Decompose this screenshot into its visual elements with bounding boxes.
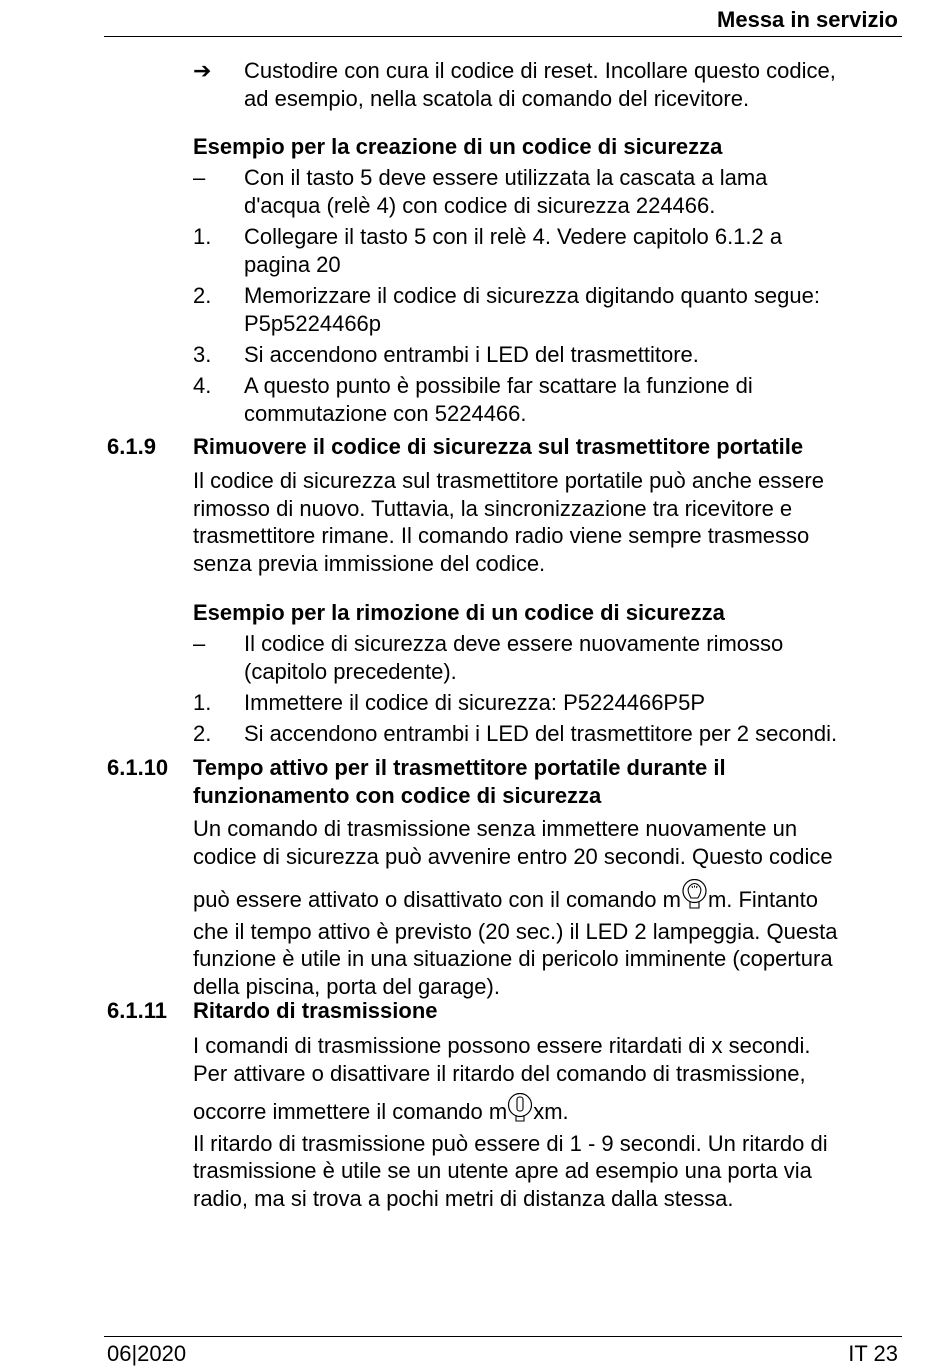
section-619-body bbox=[193, 467, 903, 577]
text-line: codice di sicurezza può avvenire entro 20 secondi. Questo codice bbox=[193, 843, 833, 869]
text-line: d'acqua (relè 4) con codice di sicurezza 224466. bbox=[244, 192, 716, 218]
text-line: Si accendono entrambi i LED del trasmettitore per 2 secondi. bbox=[244, 721, 838, 746]
text-fragment: può essere attivato o disattivato con il comando m bbox=[193, 887, 681, 912]
step-number: 2. bbox=[193, 721, 212, 746]
arrow-bullet-icon: ➔ bbox=[193, 58, 212, 83]
text-fragment: m. Fintanto bbox=[707, 887, 818, 912]
text-line: Con il tasto 5 deve essere utilizzata la cascata a lama bbox=[244, 165, 768, 190]
footer-date: 06|2020 bbox=[107, 1341, 187, 1366]
step-number: 1. bbox=[193, 224, 212, 249]
text-line-with-icon bbox=[193, 879, 903, 918]
footer-page-number: IT 23 bbox=[848, 1341, 898, 1366]
text-line: Per attivare o disattivare il ritardo del comando di trasmissione, bbox=[193, 1060, 806, 1086]
text-line: rimosso di nuovo. Tuttavia, la sincronizzazione tra ricevitore e bbox=[193, 495, 793, 521]
text-line: funzione è utile in una situazione di pericolo imminente (copertura bbox=[193, 946, 833, 971]
power-button-icon bbox=[507, 1093, 533, 1130]
step-number: 3. bbox=[193, 342, 212, 367]
section-6110-number: 6.1.10 bbox=[107, 755, 169, 780]
section-6111-number: 6.1.11 bbox=[107, 998, 167, 1023]
text-line: ad esempio, nella scatola di comando del ricevitore. bbox=[244, 85, 750, 111]
text-line: Collegare il tasto 5 con il relè 4. Vedere capitolo 6.1.2 a bbox=[244, 224, 783, 249]
dash-marker: – bbox=[193, 165, 206, 190]
text-line-with-icon bbox=[193, 1093, 903, 1130]
section-619-title: Rimuovere il codice di sicurezza sul trasmettitore portatile bbox=[193, 434, 804, 459]
dash-marker: – bbox=[193, 631, 206, 656]
lightbulb-button-icon bbox=[681, 879, 708, 918]
header-divider bbox=[104, 36, 902, 37]
section-6111-body bbox=[193, 1032, 903, 1212]
title-line: Tempo attivo per il trasmettitore portatile durante il bbox=[193, 755, 726, 780]
example1-heading: Esempio per la creazione di un codice di sicurezza bbox=[193, 134, 723, 159]
text-line: radio, ma si trova a pochi metri di distanza dalla stessa. bbox=[193, 1185, 734, 1211]
step-number: 4. bbox=[193, 373, 212, 398]
section-6110-body bbox=[193, 815, 903, 1000]
section-619-number: 6.1.9 bbox=[107, 434, 156, 459]
text-line: Si accendono entrambi i LED del trasmettitore. bbox=[244, 342, 699, 367]
text-line: senza previa immissione del codice. bbox=[193, 550, 546, 576]
text-line: (capitolo precedente). bbox=[244, 658, 457, 684]
footer-divider bbox=[104, 1336, 902, 1337]
title-line: funzionamento con codice di sicurezza bbox=[193, 782, 602, 808]
text-line: A questo punto è possibile far scattare la funzione di bbox=[244, 373, 753, 398]
text-line: Il ritardo di trasmissione può essere di 1 - 9 secondi. Un ritardo di bbox=[193, 1130, 828, 1156]
text-line: Un comando di trasmissione senza immettere nuovamente un bbox=[193, 816, 798, 841]
header-title: Messa in servizio bbox=[717, 7, 898, 32]
text-line: P5p5224466p bbox=[244, 310, 382, 336]
text-fragment: occorre immettere il comando m bbox=[193, 1099, 508, 1124]
text-line: che il tempo attivo è previsto (20 sec.) il LED 2 lampeggia. Questa bbox=[193, 918, 838, 944]
step-number: 1. bbox=[193, 690, 212, 715]
text-line: commutazione con 5224466. bbox=[244, 400, 527, 426]
text-line: pagina 20 bbox=[244, 251, 341, 277]
example2-heading: Esempio per la rimozione di un codice di sicurezza bbox=[193, 600, 725, 625]
text-fragment: xm. bbox=[533, 1099, 569, 1124]
text-line: I comandi di trasmissione possono essere ritardati di x secondi. bbox=[193, 1033, 811, 1058]
text-line: della piscina, porta del garage). bbox=[193, 973, 500, 999]
text-line: Custodire con cura il codice di reset. Incollare questo codice, bbox=[244, 58, 836, 83]
text-line: Il codice di sicurezza deve essere nuovamente rimosso bbox=[244, 631, 784, 656]
section-6111-title: Ritardo di trasmissione bbox=[193, 998, 438, 1023]
section-6110-title bbox=[193, 754, 726, 809]
text-line: Il codice di sicurezza sul trasmettitore portatile può anche essere bbox=[193, 468, 824, 493]
step-number: 2. bbox=[193, 283, 212, 308]
text-line: trasmissione è utile se un utente apre ad esempio una porta via bbox=[193, 1158, 812, 1183]
text-line: Immettere il codice di sicurezza: P5224466P5P bbox=[244, 690, 706, 715]
text-line: Memorizzare il codice di sicurezza digitando quanto segue: bbox=[244, 283, 820, 308]
text-line: trasmettitore rimane. Il comando radio viene sempre trasmesso bbox=[193, 523, 810, 548]
